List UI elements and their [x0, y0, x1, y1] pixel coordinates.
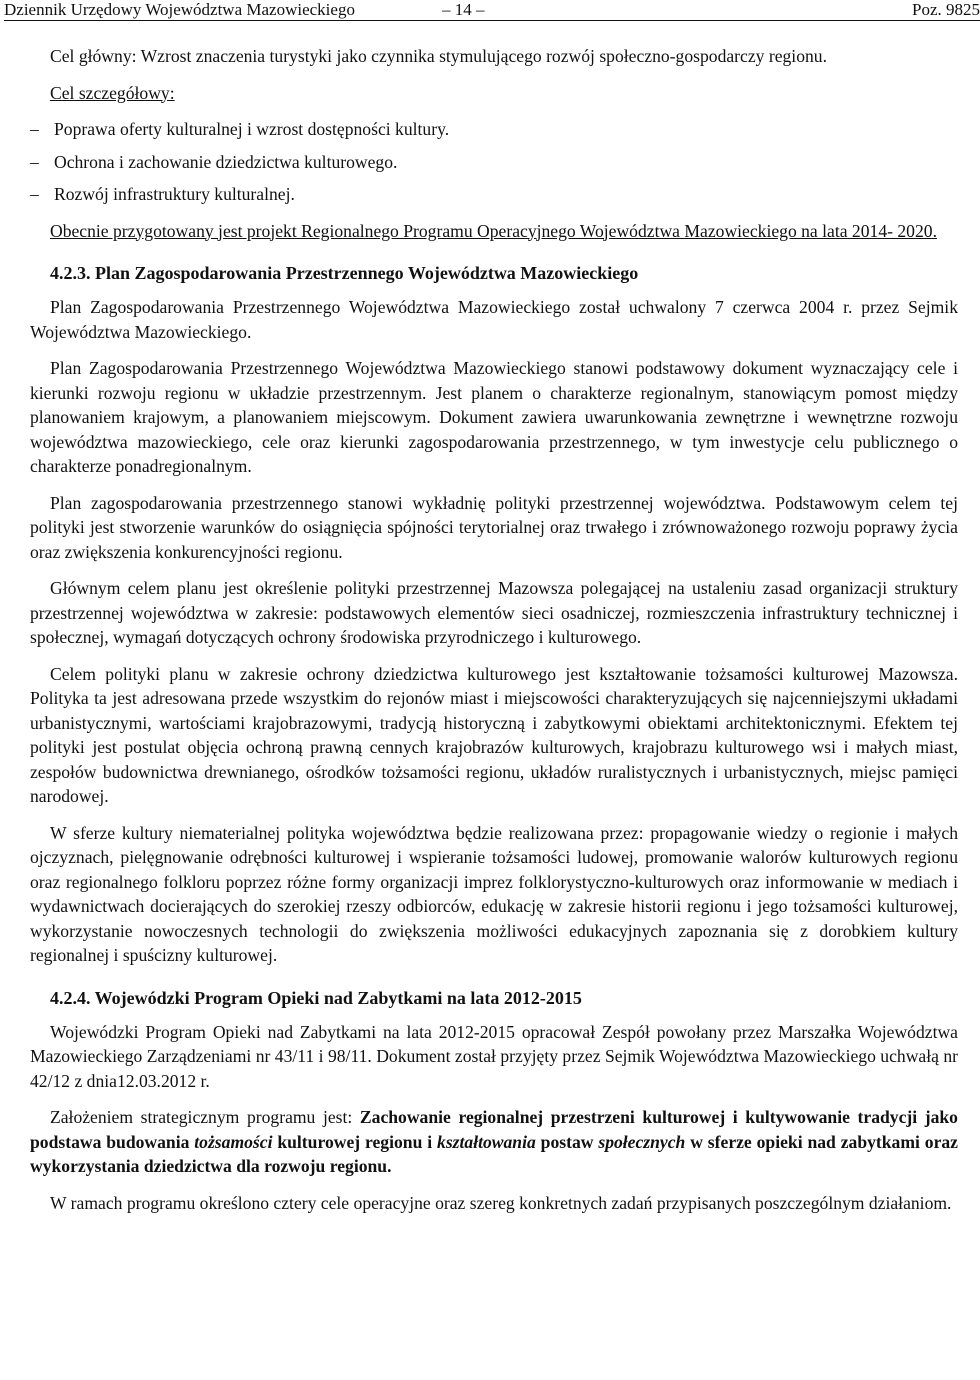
dash-bullet-icon: –	[30, 151, 39, 172]
dash-bullet-icon: –	[30, 119, 39, 139]
goal-list	[30, 117, 958, 207]
strategy-text: w sferze opieki nad zabytkami oraz wykorzystania dziedzictwa dla rozwoju regionu.	[30, 1131, 958, 1176]
strategy-text: Zachowanie regionalnej przestrzeni kulturowej i kultywowanie tradycji jako podstawa budowania	[30, 1107, 958, 1152]
page-header	[4, 0, 980, 21]
strategy-emphasis: kształtowania	[437, 1131, 536, 1152]
section-heading-424: 4.2.4. Wojewódzki Program Opieki nad Zabytkami na lata 2012-2015	[50, 987, 582, 1008]
paragraph: W ramach programu określono cztery cele operacyjne oraz szereg konkretnych zadań przypisanych poszczególnym działaniom.	[50, 1192, 952, 1213]
paragraph: Plan Zagospodarowania Przestrzennego Województwa Mazowieckiego został uchwalony 7 czerwca 2004 r. przez Sejmik Województwa Mazowieckiego.	[30, 297, 958, 342]
strategy-emphasis: społecznych	[598, 1131, 686, 1152]
position-number: Poz. 9825	[912, 0, 980, 19]
paragraph: Celem polityki planu w zakresie ochrony dziedzictwa kulturowego jest kształtowanie tożsamości kulturowej Mazowsza. Polityka ta jest adresowana przede wszystkim do rejonów miast i miejscowości charakteryzujących się najcenniejszymi układami urbanistycznymi, wartościami krajobrazowymi, tradycją historyczną i zabytkowymi obiektami architektonicznymi. Efektem tej polityki jest postulat objęcia ochroną prawną cennych krajobrazów kulturowych, krajobrazu kulturowego wsi i małych miast, zespołów budownictwa drewnianego, ośrodków tożsamości regionu, układów ruralistycznych i urbanistycznych, miejsc pamięci narodowej.	[30, 663, 958, 806]
rpo-note: Obecnie przygotowany jest projekt Regionalnego Programu Operacyjnego Województwa Mazowieckiego na lata 2014- 2020.	[50, 220, 937, 241]
paragraph: Plan zagospodarowania przestrzennego stanowi wykładnię polityki przestrzennej województwa. Podstawowym celem tej polityki jest stworzenie warunków do osiągnięcia spójności terytorialnej oraz trwałego i zrównoważonego rozwoju poprawy życia oraz zwiększenia konkurencyjności regionu.	[30, 492, 958, 562]
dash-bullet-icon: –	[30, 184, 39, 204]
strategy-text: kulturowej regionu i	[272, 1131, 438, 1152]
document-body	[30, 44, 958, 1227]
paragraph: Głównym celem planu jest określenie polityki przestrzennej Mazowsza polegającej na ustaleniu zasad organizacji struktury przestrzennej województwa w zakresie: podstawowych elementów sieci osadniczej, rozmieszczenia infrastruktury technicznej i społecznej, wymagań dotyczących ochrony środowiska przyrodniczego i kulturowego.	[30, 578, 958, 647]
strategy-paragraph	[30, 1105, 958, 1179]
journal-title: Dziennik Urzędowy Województwa Mazowieckiego	[4, 0, 355, 19]
detailed-goal-label: Cel szczegółowy:	[50, 82, 175, 103]
list-item: – Poprawa oferty kulturalnej i wzrost dostępności kultury.	[30, 117, 958, 142]
strategy-text: postaw	[535, 1131, 599, 1152]
list-item: – Ochrona i zachowanie dziedzictwa kulturowego.	[30, 150, 958, 175]
list-item: – Rozwój infrastruktury kulturalnej.	[30, 182, 958, 207]
strategy-emphasis: tożsamości	[194, 1131, 273, 1152]
strategy-intro: Założeniem strategicznym programu jest:	[50, 1107, 360, 1127]
paragraph: Wojewódzki Program Opieki nad Zabytkami na lata 2012-2015 opracował Zespół powołany przez Marszałka Województwa Mazowieckiego Zarządzeniami nr 43/11 i 98/11. Dokument został przyjęty przez Sejmik Województwa Mazowieckiego uchwałą nr 42/12 z dnia12.03.2012 r.	[30, 1021, 958, 1091]
paragraph: W sferze kultury niematerialnej polityka województwa będzie realizowana przez: propagowanie wiedzy o regionie i małych ojczyznach, pielęgnowanie odrębności kulturowej i wspieranie tożsamości ludowej, promowanie walorów kulturowych regionu oraz regionalnego folkloru poprzez różne formy organizacji imprez folklorystyczno-kulturowych oraz informowanie w mediach i wydawnictwach docierających do szerokiej rzeszy odbiorców, edukację w zakresie historii regionu i jego tożsamości kulturowej, wykorzystanie nowoczesnych technologii do zwiększenia możliwości edukacyjnych zapoznania się z dorobkiem kultury regionalnej i spuścizny kulturowej.	[30, 822, 958, 965]
page-number: – 14 –	[442, 0, 485, 19]
paragraph: Plan Zagospodarowania Przestrzennego Województwa Mazowieckiego stanowi podstawowy dokument wyznaczający cele i kierunki rozwoju regionu w układzie przestrzennym. Jest planem o charakterze regionalnym, stanowiącym pomost między planowaniem krajowym, a planowaniem miejscowym. Dokument zawiera uwarunkowania zewnętrzne i wewnętrzne rozwoju województwa mazowieckiego, cele oraz kierunki zagospodarowania przestrzennego, w tym inwestycje celu publicznego o charakterze ponadregionalnym.	[30, 358, 958, 476]
document-page	[4, 0, 980, 1380]
main-goal: Cel główny: Wzrost znaczenia turystyki jako czynnika stymulującego rozwój społeczno-gospodarczy regionu.	[50, 46, 827, 66]
section-heading-423: 4.2.3. Plan Zagospodarowania Przestrzennego Województwa Mazowieckiego	[50, 263, 639, 283]
